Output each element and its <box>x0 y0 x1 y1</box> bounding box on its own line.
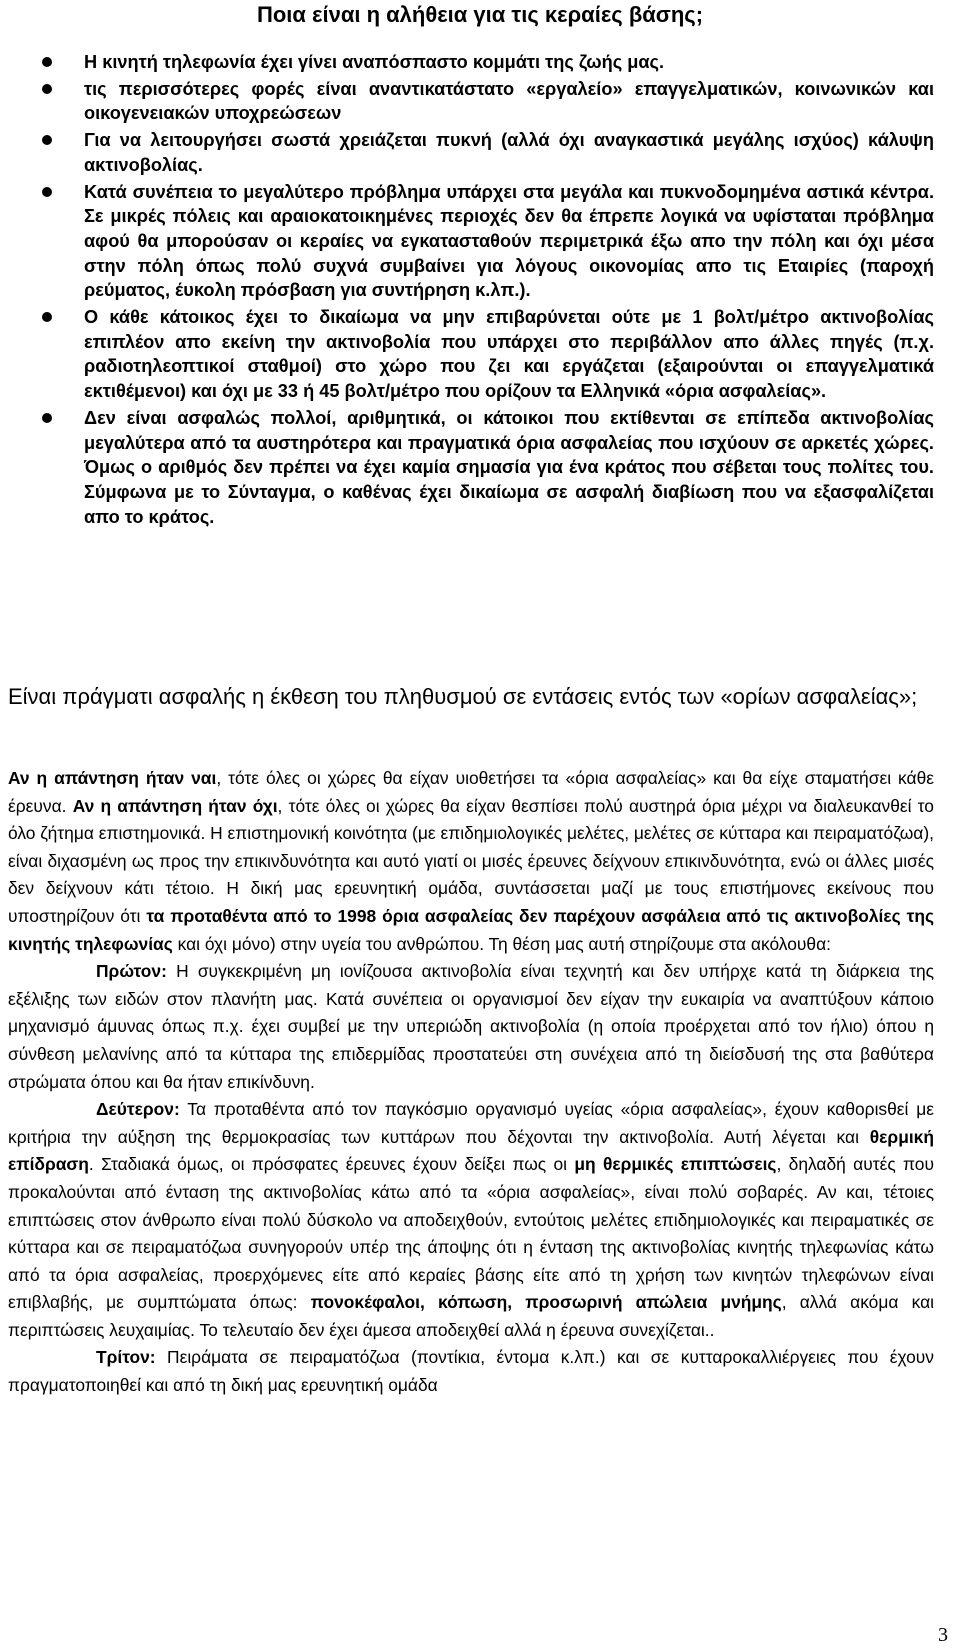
list-item <box>42 305 934 404</box>
body-text <box>8 765 934 1400</box>
label-first: Πρώτον: <box>96 961 167 982</box>
list-item-text: Ο κάθε κάτοικος έχει το δικαίωμα να μην επιβαρύνεται ούτε με 1 βολτ/μέτρο ακτινοβολίας επιπλέον απο εκείνη την ακτινοβολία που υπάρχει στο περιβάλλον απο άλλες πηγές (π.χ. ραδιοτηλεοπτικοί σταθμοί) στο χώρο που ζει και εργάζεται (εξαιρούνται οι επαγγελματικά εκτιθέμενοι) και όχι με 33 ή 45 βολτ/μέτρο που ορίζουν τα Ελληνικά «όρια ασφαλείας». <box>84 307 934 402</box>
list-item <box>42 77 934 126</box>
list-item-text: τις περισσότερες φορές είναι αναντικατάστατο «εργαλείο» επαγγελματικών, κοινωνικών και οικογενειακών υποχρεώσεων <box>84 78 934 124</box>
page-title: Ποια είναι η αλήθεια για τις κεραίες βάσης; <box>256 2 704 27</box>
list-item <box>42 180 934 304</box>
bullet-icon <box>42 312 52 322</box>
list-item <box>42 50 934 75</box>
list-item-text: Για να λειτουργήσει σωστά χρειάζεται πυκνή (αλλά όχι αναγκαστικά μεγάλης ισχύος) κάλυψη ακτινοβολίας. <box>84 130 934 175</box>
paragraph-second <box>8 1096 934 1344</box>
paragraph-text: , τότε όλες οι χώρες θα είχαν θεσπίσει πολύ αυστηρά όρια μέχρι να διαλευκανθεί το όλο ζήτημα επιστημονικά. Η επιστημονική κοινότητα (με επιδημιολογικές μελέτες, μελέτες σε κύτταρα και πειραματόζωα), είναι διχασμένη ως προς την επικινδυνότητα και αυτό γιατί οι μισές έρευνες δείχνουν επικινδυνότητα, ενώ οι άλλες μισές δεν δείχνουν κάτι τέτοιο. Η δική μας ερευνητική ομάδα, συντάσσεται μαζί με τους επιστήμονες εκείνους που υποστηρίζουν ότι <box>8 795 934 926</box>
paragraph-third <box>8 1344 934 1399</box>
list-item-text: Δεν είναι ασφαλώς πολλοί, αριθμητικά, οι κάτοικοι που εκτίθενται σε επίπεδα ακτινοβολίας μεγαλύτερα από τα αυστηρότερα και πραγματικά όρια ασφαλείας που ισχύουν σε αρκετές χώρες. Όμως ο αριθμός δεν πρέπει να έχει καμία σημασία για ένα κράτος που σέβεται τους πολίτες του. Σύμφωνα με το Σύνταγμα, ο καθένας έχει δικαίωμα σε ασφαλή διαβίωση που να εξασφαλίζεται απο το κράτος. <box>84 407 934 527</box>
term-thermal: θερμική επίδραση <box>8 1126 934 1175</box>
label-second: Δεύτερον: <box>96 1099 180 1120</box>
label-third: Τρίτον: <box>96 1347 156 1368</box>
bullet-icon <box>42 57 52 67</box>
paragraph-first <box>8 958 934 1096</box>
bullet-icon <box>42 135 52 145</box>
paragraph-text: , τότε όλες οι χώρες θα είχαν υιοθετήσει τα «όρια ασφαλείας» και θα είχε σταματήσει κάθε έρευνα. <box>8 768 935 816</box>
answer-no: Αν η απάντηση ήταν όχι <box>72 795 278 816</box>
paragraph-text: , αλλά ακόμα και περιπτώσεις λευχαιμίας. Το τελευταίο δεν έχει άμεσα αποδειχθεί αλλά η έρευνα συνεχίζεται.. <box>8 1292 935 1340</box>
paragraph-text: Πειράματα σε πειραματόζωα (ποντίκια, έντομα κ.λπ.) και σε κυτταροκαλλιέργειες που έχουν πραγματοποιηθεί και από τη δική μας ερευνητική ομάδα <box>8 1347 934 1396</box>
paragraph-intro <box>8 765 934 958</box>
paragraph-text: Τα προταθέντα από τον παγκόσμιο οργανισμό υγείας «όρια ασφαλείας», έχουν καθοριsθεί με κριτήρια την αύξηση της θερμοκρασίας των κυττάρων που δέχονται την ακτινοβολία. Αυτή λέγεται και <box>8 1099 934 1147</box>
page-number: 3 <box>938 1624 948 1646</box>
paragraph-text: Η συγκεκριμένη μη ιονίζουσα ακτινοβολία είναι τεχνητή και δεν υπήρχε κατά τη διάρκεια της εξέλιξης των ειδών στον πλανήτη μας. Κατά συνέπεια οι οργανισμοί δεν είχαν την ευκαιρία να αναπτύξουν κάποιο μηχανισμό άμυνας όπως π.χ. έχει συμβεί με την υπεριώδη ακτινοβολία (η οποία προέρχεται από τον ήλιο) όπου η σύνθεση μελανίνης από τα κύτταρα της επιδερμίδας προστατεύει στη συνέχεια από τη διείσδυσή της στα βαθύτερα στρώματα όπου και θα ήταν επικίνδυνη. <box>8 961 934 1092</box>
key-claim: τα προταθέντα από το 1998 όρια ασφαλείας δεν παρέχουν ασφάλεια από τις ακτινοβολίες της κινητής τηλεφωνίας <box>8 905 935 954</box>
list-item-text: Κατά συνέπεια το μεγαλύτερο πρόβλημα υπάρχει στα μεγάλα και πυκνοδομημένα αστικά κέντρα. Σε μικρές πόλεις και αραιοκατοικημένες περιοχές δεν θα έπρεπε λογικά να υφίσταται πρόβλημα αφού θα μπορούσαν οι κεραίες να εγκατασταθούν περιμετρικά έξω απο την πόλη και όχι μέσα στην πόλη όπως πολύ συχνά συμβαίνει για λόγους οικονομίας απο τις Εταιρίες (παροχή ρεύματος, έυκολη πρόσβαση για συντήρηση κ.λπ.). <box>84 181 934 301</box>
list-item <box>42 406 934 530</box>
term-non-thermal: μη θερμικές επιπτώσεις <box>574 1154 777 1175</box>
section-heading: Είναι πράγματι ασφαλής η έκθεση του πληθυσμού σε εντάσεις εντός των «ορίων ασφαλείας»; <box>8 684 918 709</box>
list-item-text: Η κινητή τηλεφωνία έχει γίνει αναπόσπαστο κομμάτι της ζωής μας. <box>84 52 665 72</box>
paragraph-text: και όχι μόνο) στην υγεία του ανθρώπου. Τη θέση μας αυτή στηρίζουμε στα ακόλουθα: <box>172 933 831 954</box>
symptoms: πονοκέφαλοι, κόπωση, προσωρινή απώλεια μνήμης <box>310 1292 782 1313</box>
bullet-list <box>42 50 934 531</box>
bullet-icon <box>42 84 52 94</box>
list-item <box>42 128 934 177</box>
bullet-icon <box>42 413 52 423</box>
paragraph-text: . Σταδιακά όμως, οι πρόσφατες έρευνες έχουν δείξει πως οι <box>88 1154 575 1175</box>
paragraph-text: , δηλαδή αυτές που προκαλούνται από ένταση της ακτινοβολίας κάτω από τα «όρια ασφαλείας», είναι πολύ σοβαρές. Αν και, τέτοιες επιπτώσεις στον άνθρωπο είναι πολύ δύσκολο να αποδειχθούν, εντούτοις μελέτες επιδημιολογικές και πειραματικές σε κύτταρα και σε πειραματόζωα συνηγορούν υπέρ της άποψης ότι η ένταση της ακτινοβολίας κινητής τηλεφωνίας κάτω από τα όρια ασφαλείας, προερχόμενες είτε από κεραίες βάσης είτε από τη χρήση των κινητών τηλεφώνων είναι επιβλαβής, με συμπτώματα όπως: <box>8 1154 934 1313</box>
bullet-icon <box>42 187 52 197</box>
answer-yes: Αν η απάντηση ήταν ναι <box>8 768 217 788</box>
